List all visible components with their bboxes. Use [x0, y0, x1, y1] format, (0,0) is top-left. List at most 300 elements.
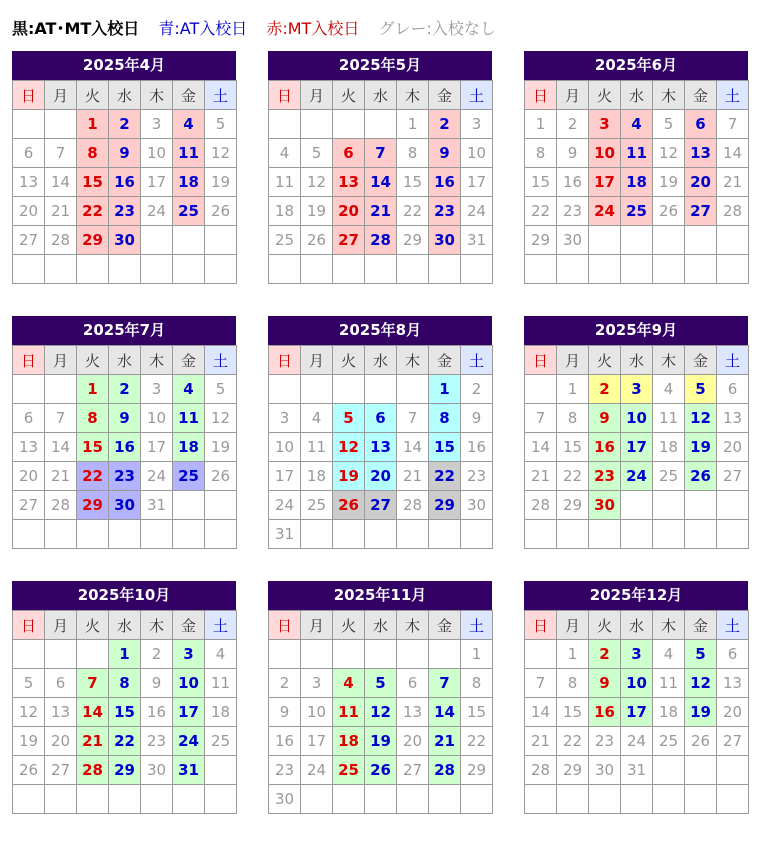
- day-cell: 15: [429, 433, 461, 462]
- empty-cell: [205, 226, 237, 255]
- week-row: [13, 640, 237, 669]
- weekday-header: 日: [13, 346, 45, 375]
- empty-cell: [173, 255, 205, 284]
- day-cell: 18: [653, 698, 685, 727]
- day-cell: 16: [557, 168, 589, 197]
- week-row: [269, 433, 493, 462]
- day-cell: 3: [621, 375, 653, 404]
- day-cell: 6: [397, 669, 429, 698]
- day-cell: 18: [621, 168, 653, 197]
- empty-cell: [173, 491, 205, 520]
- day-cell: 22: [525, 197, 557, 226]
- day-cell: 4: [301, 404, 333, 433]
- day-cell: 7: [525, 669, 557, 698]
- day-cell: 10: [269, 433, 301, 462]
- month-title: 2025年10月: [12, 581, 236, 610]
- day-cell: 11: [301, 433, 333, 462]
- empty-cell: [269, 375, 301, 404]
- day-cell: 3: [141, 375, 173, 404]
- weekday-header-row: [525, 611, 749, 640]
- week-row: [269, 520, 493, 549]
- day-cell: 16: [109, 433, 141, 462]
- day-cell: 12: [205, 404, 237, 433]
- week-row: [525, 168, 749, 197]
- weekday-header: 土: [461, 611, 493, 640]
- weekday-header: 木: [141, 611, 173, 640]
- week-row: [269, 669, 493, 698]
- weekday-header: 水: [621, 346, 653, 375]
- weekday-header: 日: [525, 81, 557, 110]
- day-cell: 9: [461, 404, 493, 433]
- week-row: [525, 375, 749, 404]
- empty-cell: [589, 226, 621, 255]
- day-cell: 1: [557, 375, 589, 404]
- day-cell: 8: [557, 404, 589, 433]
- day-cell: 14: [77, 698, 109, 727]
- day-cell: 29: [525, 226, 557, 255]
- day-cell: 10: [589, 139, 621, 168]
- empty-cell: [173, 520, 205, 549]
- week-row: [13, 433, 237, 462]
- day-cell: 16: [589, 698, 621, 727]
- empty-cell: [365, 375, 397, 404]
- day-cell: 13: [685, 139, 717, 168]
- day-cell: 27: [717, 462, 749, 491]
- month-grid: [524, 610, 749, 814]
- day-cell: 2: [269, 669, 301, 698]
- month-title: 2025年11月: [268, 581, 492, 610]
- empty-cell: [205, 520, 237, 549]
- day-cell: 2: [589, 640, 621, 669]
- day-cell: 1: [397, 110, 429, 139]
- legend-blue: 青:AT入校日: [158, 19, 248, 38]
- empty-cell: [13, 785, 45, 814]
- day-cell: 6: [717, 375, 749, 404]
- day-cell: 8: [109, 669, 141, 698]
- day-cell: 12: [205, 139, 237, 168]
- weekday-header: 月: [557, 611, 589, 640]
- week-row: [13, 756, 237, 785]
- day-cell: 24: [621, 462, 653, 491]
- day-cell: 18: [205, 698, 237, 727]
- empty-cell: [589, 255, 621, 284]
- week-row: [525, 785, 749, 814]
- day-cell: 9: [557, 139, 589, 168]
- weekday-header: 水: [109, 346, 141, 375]
- weekday-header: 金: [173, 346, 205, 375]
- day-cell: 22: [77, 197, 109, 226]
- empty-cell: [685, 255, 717, 284]
- weekday-header: 木: [653, 611, 685, 640]
- empty-cell: [365, 785, 397, 814]
- empty-cell: [621, 785, 653, 814]
- month-title: 2025年8月: [268, 316, 492, 345]
- day-cell: 11: [653, 404, 685, 433]
- empty-cell: [301, 785, 333, 814]
- week-row: [269, 375, 493, 404]
- day-cell: 11: [173, 139, 205, 168]
- empty-cell: [717, 756, 749, 785]
- weekday-header: 土: [717, 346, 749, 375]
- empty-cell: [525, 785, 557, 814]
- day-cell: 5: [685, 640, 717, 669]
- day-cell: 24: [141, 197, 173, 226]
- day-cell: 26: [685, 462, 717, 491]
- day-cell: 23: [557, 197, 589, 226]
- day-cell: 25: [269, 226, 301, 255]
- day-cell: 12: [653, 139, 685, 168]
- day-cell: 17: [589, 168, 621, 197]
- day-cell: 9: [429, 139, 461, 168]
- week-row: [525, 520, 749, 549]
- day-cell: 30: [429, 226, 461, 255]
- week-row: [13, 727, 237, 756]
- month-grid: [268, 345, 493, 549]
- day-cell: 4: [621, 110, 653, 139]
- day-cell: 5: [365, 669, 397, 698]
- day-cell: 2: [429, 110, 461, 139]
- day-cell: 14: [397, 433, 429, 462]
- day-cell: 28: [525, 491, 557, 520]
- empty-cell: [333, 785, 365, 814]
- day-cell: 2: [109, 375, 141, 404]
- day-cell: 1: [461, 640, 493, 669]
- empty-cell: [333, 375, 365, 404]
- week-row: [13, 520, 237, 549]
- day-cell: 20: [685, 168, 717, 197]
- week-row: [269, 255, 493, 284]
- weekday-header: 火: [333, 346, 365, 375]
- empty-cell: [77, 520, 109, 549]
- empty-cell: [301, 255, 333, 284]
- week-row: [525, 756, 749, 785]
- day-cell: 27: [45, 756, 77, 785]
- day-cell: 28: [45, 491, 77, 520]
- empty-cell: [301, 520, 333, 549]
- day-cell: 21: [45, 197, 77, 226]
- day-cell: 24: [269, 491, 301, 520]
- empty-cell: [653, 255, 685, 284]
- empty-cell: [45, 520, 77, 549]
- weekday-header: 木: [397, 81, 429, 110]
- day-cell: 20: [717, 433, 749, 462]
- weekday-header: 日: [269, 346, 301, 375]
- calendar-month: [12, 51, 236, 284]
- empty-cell: [461, 255, 493, 284]
- day-cell: 18: [653, 433, 685, 462]
- day-cell: 15: [557, 698, 589, 727]
- day-cell: 18: [269, 197, 301, 226]
- week-row: [525, 197, 749, 226]
- day-cell: 5: [685, 375, 717, 404]
- empty-cell: [269, 110, 301, 139]
- weekday-header: 月: [301, 346, 333, 375]
- day-cell: 27: [685, 197, 717, 226]
- empty-cell: [333, 640, 365, 669]
- day-cell: 7: [45, 404, 77, 433]
- weekday-header: 火: [77, 81, 109, 110]
- weekday-header: 土: [461, 81, 493, 110]
- weekday-header: 金: [685, 81, 717, 110]
- day-cell: 20: [365, 462, 397, 491]
- day-cell: 3: [589, 110, 621, 139]
- empty-cell: [653, 520, 685, 549]
- empty-cell: [397, 640, 429, 669]
- calendar-month: [268, 51, 492, 284]
- empty-cell: [141, 226, 173, 255]
- day-cell: 13: [13, 168, 45, 197]
- weekday-header: 日: [269, 611, 301, 640]
- empty-cell: [621, 520, 653, 549]
- day-cell: 20: [333, 197, 365, 226]
- day-cell: 19: [205, 168, 237, 197]
- week-row: [13, 375, 237, 404]
- empty-cell: [77, 640, 109, 669]
- day-cell: 9: [109, 404, 141, 433]
- empty-cell: [685, 785, 717, 814]
- day-cell: 25: [653, 727, 685, 756]
- day-cell: 29: [557, 756, 589, 785]
- day-cell: 3: [269, 404, 301, 433]
- day-cell: 25: [301, 491, 333, 520]
- week-row: [525, 669, 749, 698]
- day-cell: 3: [173, 640, 205, 669]
- day-cell: 8: [397, 139, 429, 168]
- day-cell: 24: [589, 197, 621, 226]
- day-cell: 11: [621, 139, 653, 168]
- day-cell: 26: [205, 197, 237, 226]
- day-cell: 6: [685, 110, 717, 139]
- day-cell: 13: [365, 433, 397, 462]
- day-cell: 7: [525, 404, 557, 433]
- empty-cell: [429, 520, 461, 549]
- day-cell: 28: [717, 197, 749, 226]
- legend-gray: グレー:入校なし: [378, 19, 496, 38]
- weekday-header: 月: [45, 346, 77, 375]
- day-cell: 14: [525, 433, 557, 462]
- day-cell: 11: [333, 698, 365, 727]
- day-cell: 6: [333, 139, 365, 168]
- empty-cell: [621, 491, 653, 520]
- day-cell: 5: [301, 139, 333, 168]
- weekday-header-row: [269, 346, 493, 375]
- day-cell: 9: [589, 404, 621, 433]
- empty-cell: [397, 375, 429, 404]
- day-cell: 29: [77, 226, 109, 255]
- day-cell: 19: [685, 433, 717, 462]
- day-cell: 20: [13, 197, 45, 226]
- day-cell: 18: [173, 433, 205, 462]
- day-cell: 15: [109, 698, 141, 727]
- calendar-month: [524, 51, 748, 284]
- day-cell: 12: [685, 669, 717, 698]
- empty-cell: [141, 785, 173, 814]
- weekday-header-row: [13, 611, 237, 640]
- day-cell: 26: [205, 462, 237, 491]
- empty-cell: [13, 640, 45, 669]
- empty-cell: [525, 375, 557, 404]
- day-cell: 19: [653, 168, 685, 197]
- week-row: [525, 433, 749, 462]
- day-cell: 12: [333, 433, 365, 462]
- week-row: [269, 462, 493, 491]
- day-cell: 13: [45, 698, 77, 727]
- day-cell: 22: [397, 197, 429, 226]
- day-cell: 29: [429, 491, 461, 520]
- day-cell: 30: [109, 491, 141, 520]
- month-grid: [268, 610, 493, 814]
- weekday-header: 土: [717, 81, 749, 110]
- day-cell: 9: [141, 669, 173, 698]
- day-cell: 26: [333, 491, 365, 520]
- empty-cell: [717, 255, 749, 284]
- day-cell: 10: [141, 404, 173, 433]
- day-cell: 27: [333, 226, 365, 255]
- empty-cell: [109, 255, 141, 284]
- empty-cell: [205, 785, 237, 814]
- day-cell: 23: [109, 462, 141, 491]
- weekday-header: 木: [397, 346, 429, 375]
- week-row: [269, 226, 493, 255]
- day-cell: 2: [461, 375, 493, 404]
- weekday-header: 金: [429, 346, 461, 375]
- day-cell: 1: [557, 640, 589, 669]
- month-grid: [12, 610, 237, 814]
- empty-cell: [429, 785, 461, 814]
- week-row: [525, 698, 749, 727]
- day-cell: 28: [45, 226, 77, 255]
- weekday-header: 金: [429, 81, 461, 110]
- weekday-header: 土: [717, 611, 749, 640]
- empty-cell: [717, 226, 749, 255]
- day-cell: 21: [525, 727, 557, 756]
- empty-cell: [685, 756, 717, 785]
- weekday-header: 金: [173, 81, 205, 110]
- day-cell: 23: [109, 197, 141, 226]
- weekday-header: 木: [653, 81, 685, 110]
- day-cell: 27: [397, 756, 429, 785]
- day-cell: 12: [685, 404, 717, 433]
- empty-cell: [461, 520, 493, 549]
- day-cell: 9: [589, 669, 621, 698]
- empty-cell: [717, 785, 749, 814]
- day-cell: 16: [589, 433, 621, 462]
- empty-cell: [269, 255, 301, 284]
- day-cell: 24: [461, 197, 493, 226]
- empty-cell: [77, 785, 109, 814]
- weekday-header: 土: [205, 81, 237, 110]
- day-cell: 11: [205, 669, 237, 698]
- day-cell: 25: [173, 462, 205, 491]
- empty-cell: [173, 226, 205, 255]
- calendar-month: [12, 316, 236, 549]
- day-cell: 2: [589, 375, 621, 404]
- day-cell: 7: [717, 110, 749, 139]
- week-row: [13, 168, 237, 197]
- day-cell: 26: [653, 197, 685, 226]
- weekday-header: 日: [525, 346, 557, 375]
- day-cell: 1: [429, 375, 461, 404]
- day-cell: 12: [301, 168, 333, 197]
- weekday-header: 土: [205, 611, 237, 640]
- day-cell: 30: [557, 226, 589, 255]
- weekday-header: 日: [269, 81, 301, 110]
- weekday-header: 土: [205, 346, 237, 375]
- day-cell: 16: [109, 168, 141, 197]
- week-row: [269, 785, 493, 814]
- day-cell: 6: [45, 669, 77, 698]
- calendar-month: [12, 581, 236, 814]
- day-cell: 5: [333, 404, 365, 433]
- day-cell: 28: [429, 756, 461, 785]
- month-title: 2025年7月: [12, 316, 236, 345]
- week-row: [13, 785, 237, 814]
- week-row: [269, 168, 493, 197]
- empty-cell: [397, 785, 429, 814]
- weekday-header: 木: [141, 346, 173, 375]
- day-cell: 10: [301, 698, 333, 727]
- day-cell: 4: [205, 640, 237, 669]
- day-cell: 30: [589, 756, 621, 785]
- day-cell: 10: [461, 139, 493, 168]
- weekday-header: 火: [77, 346, 109, 375]
- weekday-header: 火: [333, 81, 365, 110]
- day-cell: 31: [621, 756, 653, 785]
- day-cell: 6: [365, 404, 397, 433]
- day-cell: 14: [717, 139, 749, 168]
- day-cell: 15: [525, 168, 557, 197]
- day-cell: 11: [173, 404, 205, 433]
- empty-cell: [525, 640, 557, 669]
- day-cell: 19: [13, 727, 45, 756]
- week-row: [13, 698, 237, 727]
- day-cell: 18: [301, 462, 333, 491]
- weekday-header: 火: [589, 346, 621, 375]
- calendar-month: [268, 316, 492, 549]
- day-cell: 29: [557, 491, 589, 520]
- weekday-header-row: [13, 346, 237, 375]
- empty-cell: [45, 255, 77, 284]
- day-cell: 25: [173, 197, 205, 226]
- day-cell: 9: [109, 139, 141, 168]
- empty-cell: [653, 785, 685, 814]
- weekday-header-row: [525, 81, 749, 110]
- day-cell: 24: [173, 727, 205, 756]
- day-cell: 22: [109, 727, 141, 756]
- empty-cell: [333, 110, 365, 139]
- day-cell: 28: [525, 756, 557, 785]
- day-cell: 1: [77, 375, 109, 404]
- weekday-header: 水: [109, 611, 141, 640]
- day-cell: 9: [269, 698, 301, 727]
- day-cell: 1: [77, 110, 109, 139]
- day-cell: 31: [173, 756, 205, 785]
- day-cell: 12: [365, 698, 397, 727]
- day-cell: 25: [653, 462, 685, 491]
- calendar-month: [268, 581, 492, 814]
- weekday-header: 火: [589, 611, 621, 640]
- day-cell: 23: [461, 462, 493, 491]
- day-cell: 1: [109, 640, 141, 669]
- weekday-header: 金: [429, 611, 461, 640]
- day-cell: 7: [45, 139, 77, 168]
- empty-cell: [301, 375, 333, 404]
- day-cell: 3: [301, 669, 333, 698]
- weekday-header: 金: [685, 611, 717, 640]
- day-cell: 22: [429, 462, 461, 491]
- day-cell: 7: [77, 669, 109, 698]
- empty-cell: [45, 640, 77, 669]
